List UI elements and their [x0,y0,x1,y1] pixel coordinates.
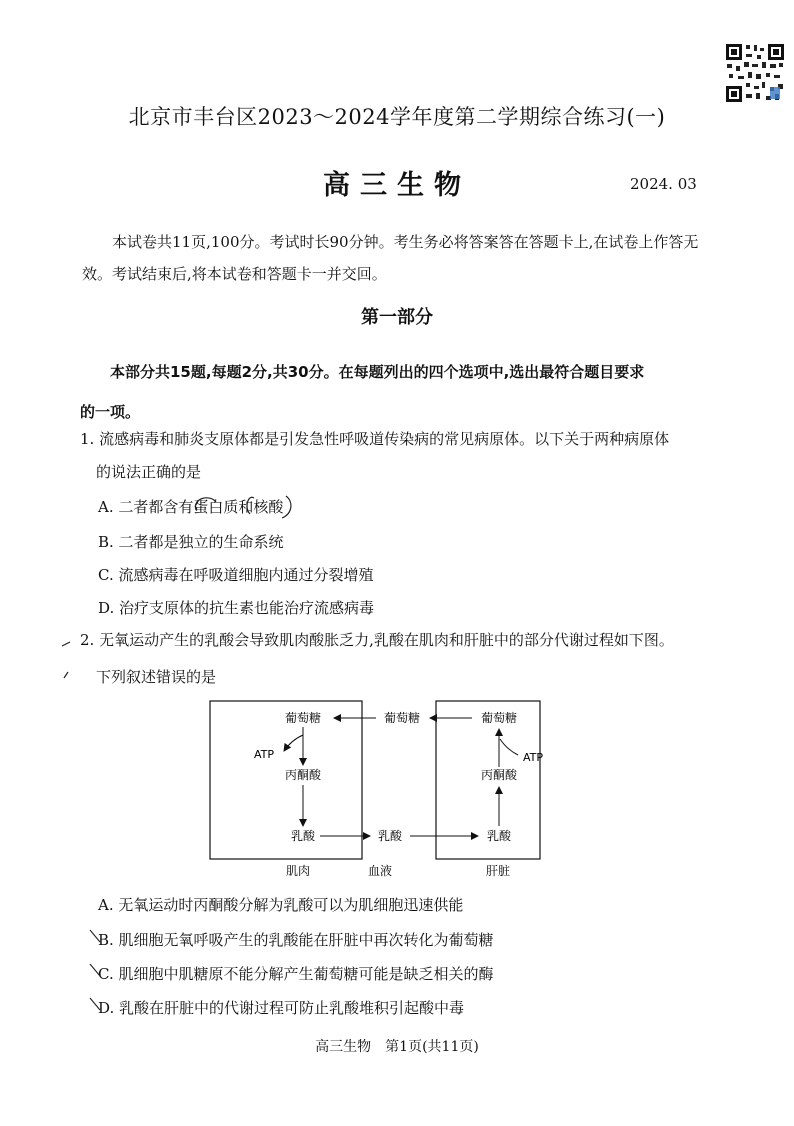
pen-circle-mark [190,492,300,522]
exam-instructions: 本试卷共11页,100分。考试时长90分钟。考生务必将答案答在答题卡上,在试卷上作答无效。考试结束后,将本试卷和答题卡一并交回。 [82,233,699,283]
question-1-option-a: A. 二者都含有蛋白质和核酸 [98,498,284,516]
pen-slash-marks [88,926,108,1026]
muscle-lactate: 乳酸 [290,829,316,843]
part-description-line-1: 本部分共15题,每题2分,共30分。在每题列出的四个选项中,选出最符合题目要求 [110,363,645,381]
blood-glucose: 葡萄糖 [383,711,421,725]
pen-tick-mark [58,632,82,692]
liver-pyruvate: 丙酮酸 [480,768,518,782]
blood-lactate: 乳酸 [377,829,403,843]
arrow-atp-release [284,735,303,751]
part-description-line-2: 的一项。 [80,403,141,421]
question-2-stem-line-1: 2. 无氧运动产生的乳酸会导致肌肉酸胀乏力,乳酸在肌肉和肝脏中的部分代谢过程如下图。 [80,631,674,649]
question-2-option-b: B. 肌细胞无氧呼吸产生的乳酸能在肝脏中再次转化为葡萄糖 [98,931,494,949]
muscle-pyruvate: 丙酮酸 [284,768,322,782]
label-blood: 血液 [367,864,393,878]
part-title: 第一部分 [361,307,433,328]
question-1-stem-line-2: 的说法正确的是 [96,463,202,481]
muscle-atp: ATP [253,748,275,761]
part-description [80,352,700,432]
subject-title: 高三生物 [323,170,471,201]
question-2-stem-line-2: 下列叙述错误的是 [96,668,217,686]
liver-atp: ATP [522,751,544,764]
question-2-option-a: A. 无氧运动时丙酮酸分解为乳酸可以为肌细胞迅速供能 [98,896,464,914]
question-2-option-d: D. 乳酸在肝脏中的代谢过程可防止乳酸堆积引起酸中毒 [98,999,465,1017]
label-liver: 肝脏 [485,864,511,878]
exam-title: 北京市丰台区2023～2024学年度第二学期综合练习(一) [128,105,666,129]
liver-glucose: 葡萄糖 [480,711,518,725]
muscle-glucose: 葡萄糖 [284,711,322,725]
question-1-option-d: D. 治疗支原体的抗生素也能治疗流感病毒 [98,599,375,617]
arrow-atp-input [500,739,518,755]
page-footer: 高三生物 第1页(共11页) [315,1039,479,1055]
exam-date: 2024. 03 [630,175,697,193]
qr-code [724,42,786,104]
question-1-stem-line-1: 1. 流感病毒和肺炎支原体都是引发急性呼吸道传染病的常见病原体。以下关于两种病原体 [80,430,670,448]
question-1-option-b: B. 二者都是独立的生命系统 [98,533,284,551]
question-1-option-c: C. 流感病毒在呼吸道细胞内通过分裂增殖 [98,566,374,584]
lactate-metabolism-diagram [200,695,580,885]
liver-lactate: 乳酸 [486,829,512,843]
label-muscle: 肌肉 [285,864,311,878]
question-2-option-c: C. 肌细胞中肌糖原不能分解产生葡萄糖可能是缺乏相关的酶 [98,965,494,983]
